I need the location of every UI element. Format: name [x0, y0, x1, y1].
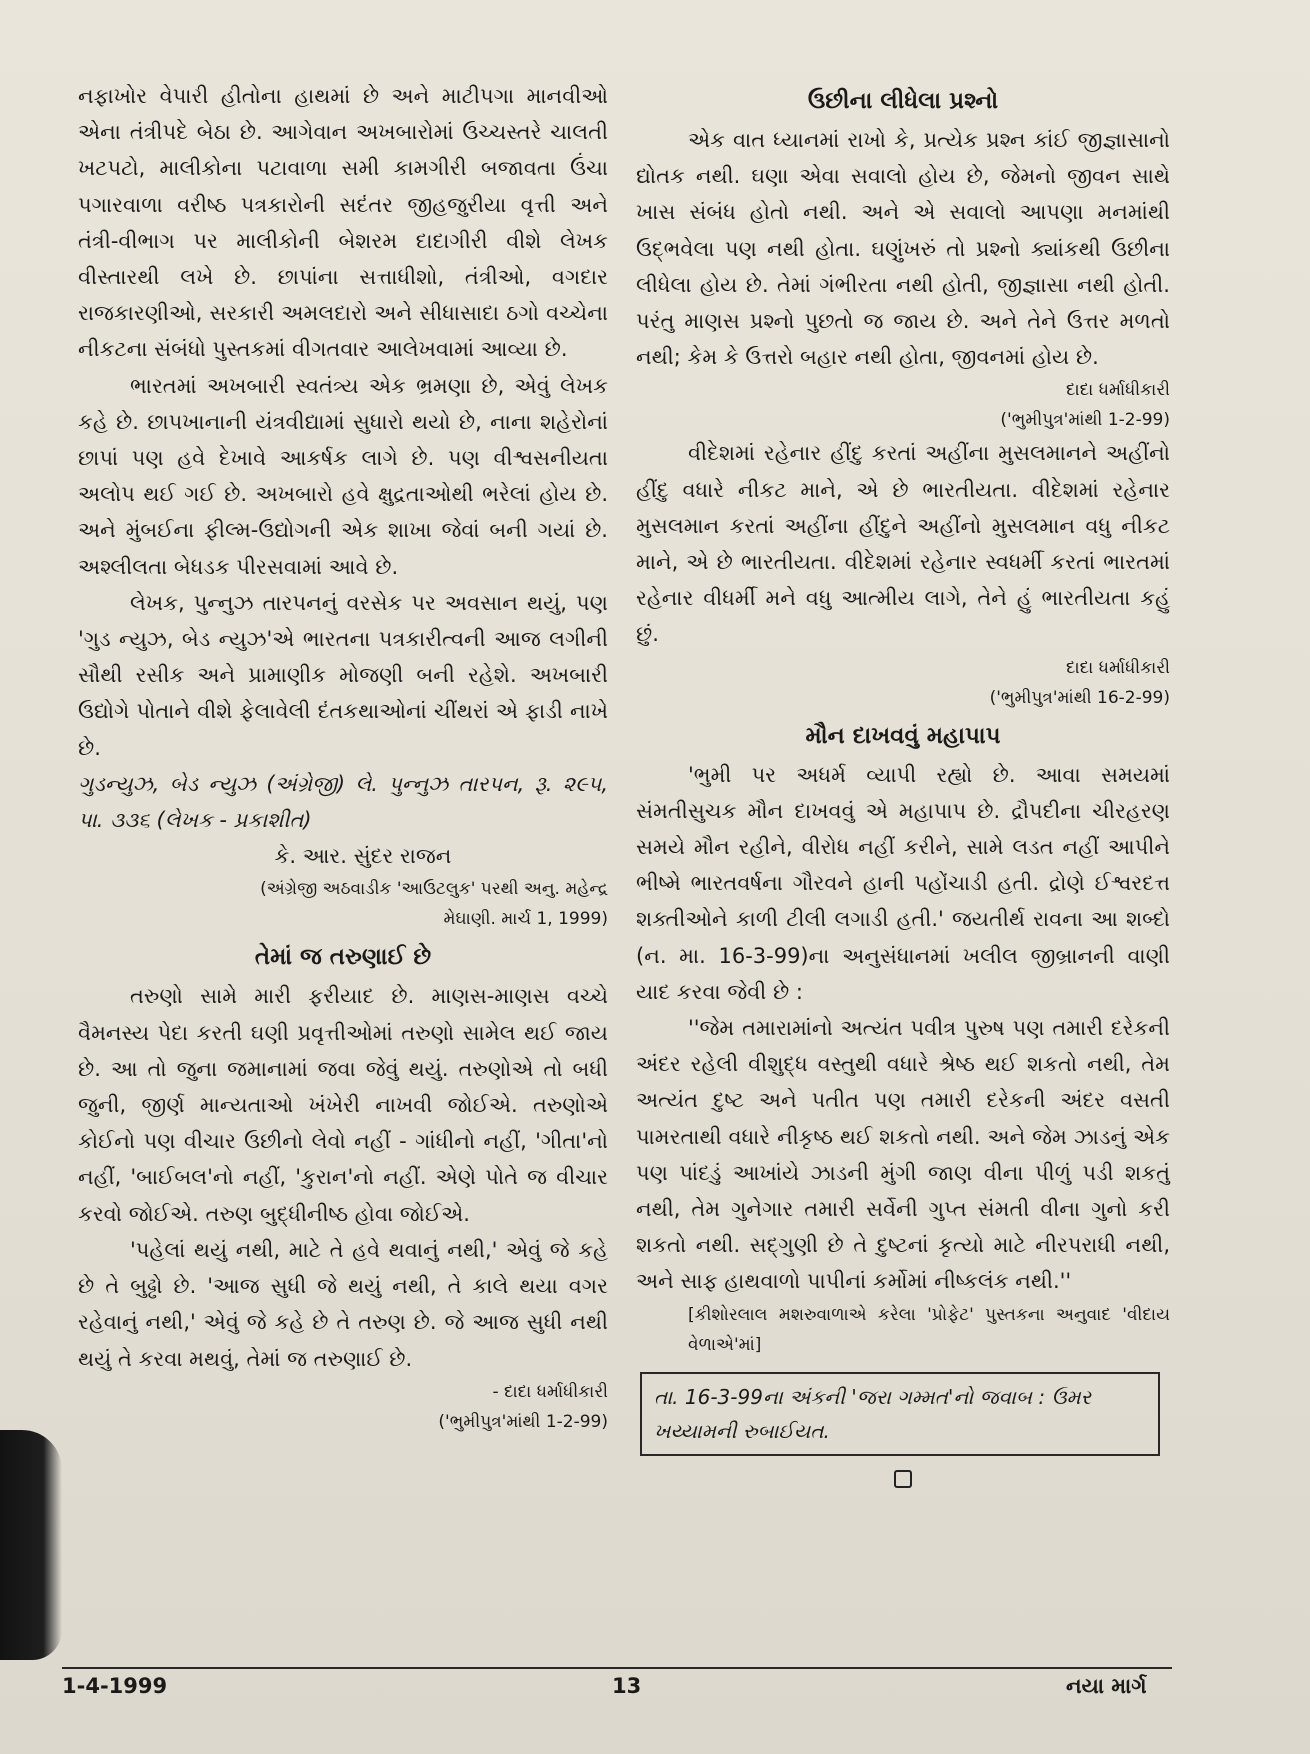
puzzle-answer-box: તા. 16-3-99ના અંકની 'જરા ગમ્મત'નો જવાબ : ઉમર ખય્યામની રુબાઈયત. — [640, 1372, 1160, 1456]
review-paragraph-1: નફાખોર વેપારી હીતોના હાથમાં છે અને માટીપગા માનવીઓ એના તંત્રીપદે બેઠા છે. આગેવાન અખબારોમાં ઉચ્ચસ્તરે ચાલતી ખટપટો, માલીકોના પટાવાળા સમી કામગીરી બજાવતા ઉંચા પગારવાળા વરીષ્ઠ પત્રકારોની સદંતર જીહજુરીયા વૃત્તી અને તંત્રી-વીભાગ પર માલીકોની બેશરમ દાદાગીરી વીશે લેખક વીસ્તારથી લખે છે. છાપાંના સત્તાધીશો, તંત્રીઓ, વગદાર રાજકારણીઓ, સરકારી અમલદારો અને સીધાસાદા ઠગો વચ્ચેના નીકટના સંબંધો પુસ્તકમાં વીગતવાર આલેખવામાં આવ્યા છે. — [78, 84, 608, 362]
article-heading-maun: મૌન દાખવવું મહાપાપ — [805, 722, 1001, 749]
torn-margin — [0, 1430, 62, 1660]
right-column — [636, 78, 1170, 1488]
end-mark-icon — [894, 1470, 912, 1488]
review-paragraph-3: લેખક, પુન્નુઝ તારપનનું વરસેક પર અવસાન થયું, પણ 'ગુડ ન્યુઝ, બેડ ન્યુઝ'એ ભારતના પત્રકારીત્વની આજ લગીની સૌથી રસીક અને પ્રામાણીક મોજણી બની રહેશે. અખબારી ઉદ્યોગે પોતાને વીશે ફેલાવેલી દંતકથાઓનાં ચીંથરાં એ ફાડી નાખે છે. — [78, 590, 608, 760]
maun-quote: ''જેમ તમારામાંનો અત્યંત પવીત્ર પુરુષ પણ તમારી દરેકની અંદર રહેલી વીશુદ્ધ વસ્તુથી વધારે શ્રેષ્ઠ થઈ શકતો નથી, તેમ અત્યંત દુષ્ટ અને પતીત પણ તમારી દરેકની અંદર વસતી પામરતાથી વધારે નીકૃષ્ઠ થઈ શકતો નથી. અને જેમ ઝાડનું એક પણ પાંદડું આખાંયે ઝાડની મુંગી જાણ વીના પીળું પડી શકતું નથી, તેમ ગુનેગાર તમારી સર્વેની ગુપ્ત સંમતી વીના ગુનો કરી શકતો નથી. સદ્ગુણી છે તે દુષ્ટનાં કૃત્યો માટે નીરપરાધી નથી, અને સાફ હાથવાળો પાપીનાં કર્મોમાં નીષ્કલંક નથી.'' — [636, 1016, 1170, 1294]
review-author: કે. આર. સુંદર રાજન — [274, 844, 452, 869]
questions-attribution-source: ('ભુમીપુત્ર'માંથી 1-2-99) — [1000, 410, 1170, 431]
footer-rule — [62, 1667, 1172, 1669]
publication-name: નયા માર્ગ — [1066, 1674, 1147, 1698]
bharatiyata-attribution-name: દાદા ધર્માધીકારી — [1066, 657, 1170, 678]
tarunai-paragraph-2: 'પહેલાં થયું નથી, માટે તે હવે થવાનું નથી,' એવું જે કહે છે તે બુઢ્ઢો છે. 'આજ સુધી જે થયું નથી, તે કાલે થયા વગર રહેવાનું નથી,' એવું જે કહે છે તે તરુણ છે. જે આજ સુધી નથી થયું તે કરવા મથવું, તેમાં જ તરુણાઈ છે. — [78, 1237, 608, 1371]
maun-paragraph-1: 'ભુમી પર અધર્મ વ્યાપી રહ્યો છે. આવા સમયમાં સંમતીસુચક મૌન દાખવવું એ મહાપાપ છે. દ્રૌપદીના ચીરહરણ સમયે મૌન રહીને, વીરોધ નહીં કરીને, સામે લડત નહીં આપીને ભીષ્મે ભારતવર્ષના ગૌરવને હાની પહોંચાડી હતી. દ્રોણે ઈશ્વરદત્ત શક્તીઓને કાળી ટીલી લગાડી હતી.' જયતીર્થ રાવના આ શબ્દો (ન. મા. 16-3-99)ના અનુસંધાનમાં ખલીલ જીબ્રાનની વાણી યાદ કરવા જેવી છે : — [636, 762, 1170, 1004]
bharatiyata-paragraph: વીદેશમાં રહેનાર હીંદુ કરતાં અહીંના મુસલમાનને અહીંનો હીંદુ વધારે નીકટ માને, એ છે ભારતીયતા. વીદેશમાં રહેનાર મુસલમાન કરતાં અહીંના હીંદુને અહીંનો મુસલમાન વધુ નીકટ માને, એ છે ભારતીયતા. વીદેશમાં રહેનાર સ્વધર્મી કરતાં ભારતમાં રહેનાર વીધર્મી મને વધુ આત્મીય લાગે, તેને હું ભારતીયતા કહું છું. — [636, 441, 1170, 647]
review-paragraph-2: ભારતમાં અખબારી સ્વતંત્ર્ય એક ભ્રમણા છે, એવું લેખક કહે છે. છાપખાનાની યંત્રવીદ્યામાં સુધારો થયો છે, નાના શહેરોનાં છાપાં પણ હવે દેખાવે આકર્ષક લાગે છે. પણ વીશ્વસનીયતા અલોપ થઈ ગઈ છે. અખબારો હવે ક્ષુદ્રતાઓથી ભરેલાં હોય છે. અને મુંબઈના ફીલ્મ-ઉદ્યોગની એક શાખા જેવાં બની ગયાં છે. અશ્લીલતા બેધડક પીરસવામાં આવે છે. — [78, 373, 608, 579]
article-heading-tarunai: તેમાં જ તરુણાઈ છે — [254, 944, 432, 971]
tarunai-attribution-name: - દાદા ધર્માધીકારી — [492, 1381, 608, 1402]
left-column — [78, 78, 608, 1437]
article-heading-questions: ઉછીના લીધેલા પ્રશ્નો — [807, 88, 999, 114]
questions-paragraph: એક વાત ધ્યાનમાં રાખો કે, પ્રત્યેક પ્રશ્ન કાંઈ જીજ્ઞાસાનો દ્યોતક નથી. ઘણા એવા સવાલો હોય છે, જેમનો જીવન સાથે ખાસ સંબંધ હોતો નથી. અને એ સવાલો આપણા મનમાંથી ઉદ્ભવેલા પણ નથી હોતા. ઘણુંખરું તો પ્રશ્નો ક્યાંકથી ઉછીના લીધેલા હોય છે. તેમાં ગંભીરતા નથી હોતી, જીજ્ઞાસા નથી હોતી. પરંતુ માણસ પ્રશ્નો પુછતો જ જાય છે. અને તેને ઉત્તર મળતો નથી; કેમ કે ઉત્તરો બહાર નથી હોતા, જીવનમાં હોય છે. — [636, 128, 1170, 370]
footer-date: 1-4-1999 — [62, 1674, 168, 1698]
review-source-line-2: મેઘાણી. માર્ચ 1, 1999) — [443, 909, 608, 930]
bharatiyata-attribution-source: ('ભુમીપુત્ર'માંથી 16-2-99) — [989, 687, 1170, 708]
book-details: ગુડન્યુઝ, બેડ ન્યુઝ (અંગ્રેજી) લે. પુન્નુઝ તારપન, રૂ. ૨૯૫, પા. ૩૩૬ (લેખક - પ્રકાશીત) — [78, 771, 608, 833]
tarunai-attribution-source: ('ભુમીપુત્ર'માંથી 1-2-99) — [438, 1411, 608, 1432]
translation-note: [કીશોરલાલ મશરુવાળાએ કરેલા 'પ્રોફેટ' પુસ્તકના અનુવાદ 'વીદાય વેળાએ'માં] — [688, 1304, 1170, 1355]
page-number: 13 — [612, 1674, 642, 1698]
review-source-line-1: (અંગ્રેજી અઠવાડીક 'આઉટલુક' પરથી અનુ. મહેન્દ્ર — [260, 879, 608, 900]
questions-attribution-name: દાદા ધર્માધીકારી — [1066, 380, 1170, 401]
tarunai-paragraph-1: તરુણો સામે મારી ફરીયાદ છે. માણસ-માણસ વચ્ચે વૈમનસ્ય પેદા કરતી ઘણી પ્રવૃત્તીઓમાં તરુણો સામેલ થઈ જાય છે. આ તો જુના જમાનામાં જવા જેવું થયું. તરુણોએ તો બધી જુની, જીર્ણ માન્યતાઓ ખંખેરી નાખવી જોઈએ. તરુણોએ કોઈનો પણ વીચાર ઉછીનો લેવો નહીં - ગાંધીનો નહીં, 'ગીતા'નો નહીં, 'બાઈબલ'નો નહીં, 'કુરાન'નો નહીં. એણે પોતે જ વીચાર કરવો જોઈએ. તરુણ બુદ્ધીનીષ્ઠ હોવા જોઈએ. — [78, 984, 608, 1226]
